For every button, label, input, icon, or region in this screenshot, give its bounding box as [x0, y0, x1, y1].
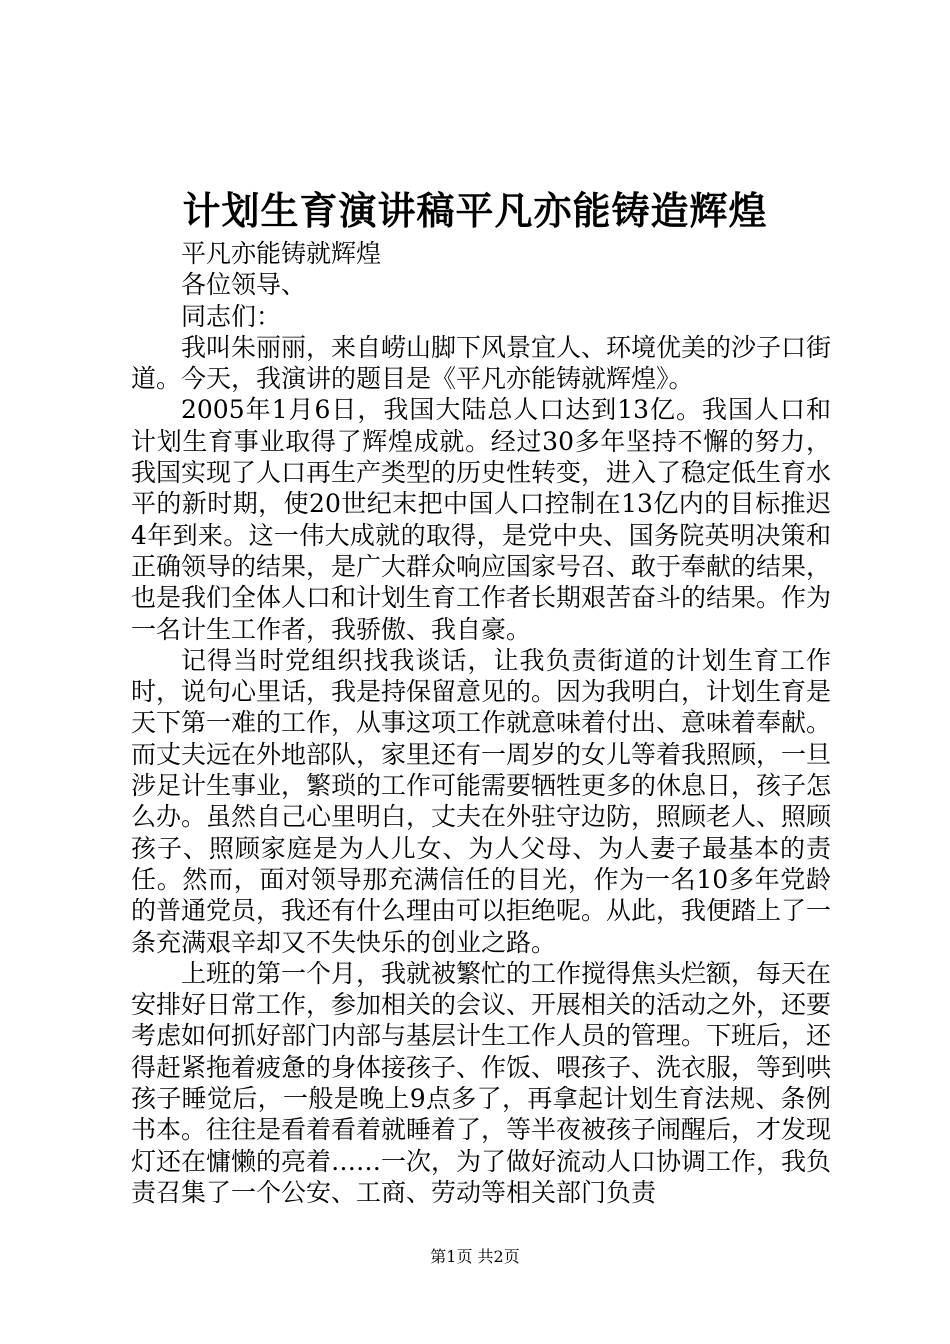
salutation-line: 各位领导、: [181, 270, 307, 300]
body-paragraph: 上班的第一个月，我就被繁忙的工作搅得焦头烂额，每天在安排好日常工作，参加相关的会议、开展相关的活动之外，还要考虑如何抓好部门内部与基层计生工作人员的管理。下班后，还得赶紧拖着疲惫的身体接孩子、作饭、喂孩子、洗衣服，等到哄孩子睡觉后，一般是晚上9点多了，再拿起计划生育法规、条例书本。往往是看着看着就睡着了，等半夜被孩子闹醒后，才发现灯还在慵懒的亮着……一次，为了做好流动人口协调工作，我负责召集了一个公安、工商、劳动等相关部门负责: [131, 958, 832, 1207]
body-paragraph: 我叫朱丽丽，来自崂山脚下风景宜人、环境优美的沙子口街道。今天，我演讲的题目是《平凡亦能铸就辉煌》。: [131, 332, 832, 394]
document-body: [131, 238, 831, 1208]
salutation-line: 同志们：: [181, 301, 282, 331]
page-number-footer: 第1页 共2页: [430, 1247, 520, 1266]
body-paragraph: 2005年1月6日，我国大陆总人口达到13亿。我国人口和计划生育事业取得了辉煌成就。经过30多年坚持不懈的努力，我国实现了人口再生产类型的历史性转变，进入了稳定低生育水平的新时期，使20世纪末把中国人口控制在13亿内的目标推迟4年到来。这一伟大成就的取得，是党中央、国务院英明决策和正确领导的结果，是广大群众响应国家号召、敢于奉献的结果，也是我们全体人口和计划生育工作者长期艰苦奋斗的结果。作为一名计生工作者，我骄傲、我自豪。: [131, 395, 832, 644]
body-paragraph: 记得当时党组织找我谈话，让我负责街道的计划生育工作时，说句心里话，我是持保留意见的。因为我明白，计划生育是天下第一难的工作，从事这项工作就意味着付出、意味着奉献。而丈夫远在外地部队，家里还有一周岁的女儿等着我照顾，一旦涉足计生事业，繁琐的工作可能需要牺牲更多的休息日，孩子怎么办。虽然自己心里明白，丈夫在外驻守边防，照顾老人、照顾孩子、照顾家庭是为人儿女、为人父母、为人妻子最基本的责任。然而，面对领导那充满信任的目光，作为一名10多年党龄的普通党员，我还有什么理由可以拒绝呢。从此，我便踏上了一条充满艰辛却又不失快乐的创业之路。: [131, 645, 832, 957]
document-title: 计划生育演讲稿平凡亦能铸造辉煌: [182, 188, 768, 233]
subtitle-paragraph: 平凡亦能铸就辉煌: [181, 239, 382, 268]
